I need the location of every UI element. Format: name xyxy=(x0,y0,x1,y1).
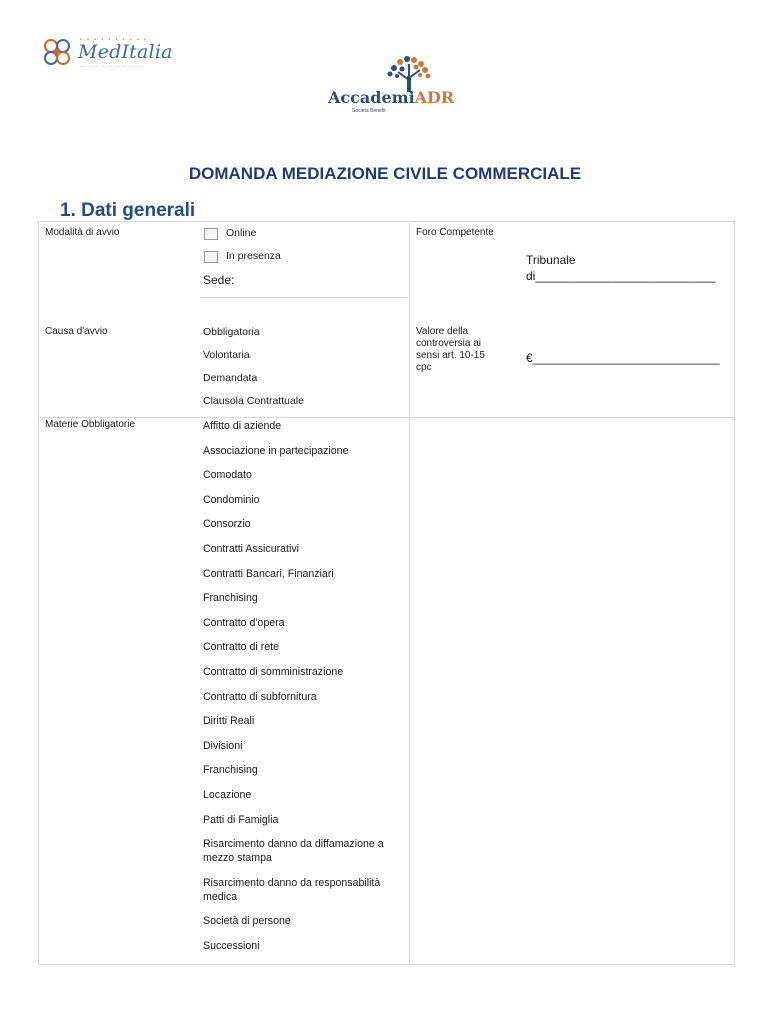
document-title: DOMANDA MEDIAZIONE CIVILE COMMERCIALE xyxy=(188,164,582,183)
materia-item[interactable]: Divisioni xyxy=(203,739,243,752)
accademia-wordmark: AccademiADR xyxy=(328,88,455,107)
causa-option-clausola[interactable]: Clausola Contrattuale xyxy=(203,395,304,407)
materia-item[interactable]: Successioni xyxy=(203,939,260,952)
materia-item[interactable]: Contratto di somministrazione xyxy=(203,665,344,678)
materia-item[interactable]: Associazione in partecipazione xyxy=(203,444,349,457)
materia-item[interactable]: Comodato xyxy=(203,469,252,482)
materia-item[interactable]: Contratto d'opera xyxy=(203,616,285,629)
materia-item[interactable]: Franchising xyxy=(203,592,258,605)
causa-option-obbligatoria[interactable]: Obbligatoria xyxy=(203,326,260,338)
in-presenza-option-label: In presenza xyxy=(226,250,281,262)
table-row-divider xyxy=(38,417,734,418)
materia-item[interactable]: Contratto di subfornitura xyxy=(203,690,317,703)
foro-label: Foro Competente xyxy=(416,227,494,238)
causa-option-demandata[interactable]: Demandata xyxy=(203,372,258,384)
valore-label: Valore della controversia ai sensi art. 10-15 cpc xyxy=(416,326,485,373)
table-border-top-right xyxy=(409,221,734,222)
sede-input-line[interactable] xyxy=(200,297,407,298)
accademia-adr-logo xyxy=(322,52,455,122)
materie-label: Materie Obbligatorie xyxy=(45,419,136,430)
meditalia-mark-icon xyxy=(40,36,76,70)
causa-option-volontaria[interactable]: Volontaria xyxy=(203,349,250,361)
materia-item[interactable]: Contratti Assicurativi xyxy=(203,542,299,555)
table-border-bottom xyxy=(38,964,734,965)
materia-item[interactable]: Condominio xyxy=(203,493,260,506)
materia-item[interactable]: Locazione xyxy=(203,788,252,801)
materia-item[interactable]: Affitto di aziende xyxy=(203,420,282,432)
table-border-right xyxy=(734,221,735,964)
materia-item[interactable]: Risarcimento danno da responsabilità medica xyxy=(203,876,381,903)
sede-label: Sede: xyxy=(203,273,235,287)
section-title: 1. Dati generali xyxy=(60,200,196,221)
modalita-label: Modalità di avvio xyxy=(45,227,120,238)
table-border-left xyxy=(38,221,39,964)
tribunale-label: Tribunale xyxy=(526,253,576,267)
materie-list xyxy=(203,419,413,963)
causa-label: Causa d'avvio xyxy=(45,326,108,337)
tribunale-input[interactable]: di___________________________ xyxy=(526,269,716,283)
table-border-top xyxy=(38,221,409,222)
materia-item[interactable]: Risarcimento danno da diffamazione a mezzo stampa xyxy=(203,838,384,865)
materia-item[interactable]: Contratto di rete xyxy=(203,641,279,654)
accademia-subtitle: Società Benefit xyxy=(352,108,386,114)
meditalia-small-text: • • • • • • • • • • xyxy=(80,37,149,43)
materia-item[interactable]: Società di persone xyxy=(203,915,291,928)
meditalia-wordmark: MedItalia xyxy=(78,41,173,63)
meditalia-tagline: — — — — — — — — — xyxy=(80,63,142,68)
online-checkbox[interactable] xyxy=(204,228,218,240)
materia-item[interactable]: Diritti Reali xyxy=(203,715,255,728)
in-presenza-checkbox[interactable] xyxy=(204,251,218,263)
materia-item[interactable]: Franchising xyxy=(203,764,258,777)
online-option-label: Online xyxy=(226,227,257,239)
materia-item[interactable]: Patti di Famiglia xyxy=(203,813,279,826)
materia-item[interactable]: Consorzio xyxy=(203,518,251,531)
meditalia-logo xyxy=(40,36,180,70)
materia-item[interactable]: Contratti Bancari, Finanziari xyxy=(203,567,334,580)
valore-input[interactable]: €____________________________ xyxy=(526,351,720,365)
